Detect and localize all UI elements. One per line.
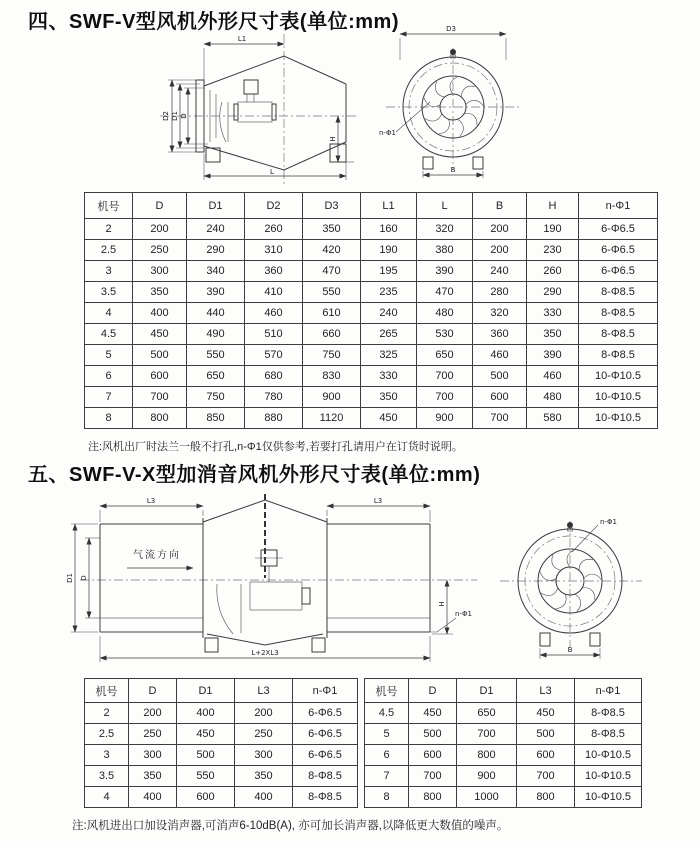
table-cell: 460	[245, 303, 303, 324]
dim-label-d: D	[180, 113, 188, 119]
column-header: D3	[303, 193, 361, 219]
table-header-row	[365, 679, 642, 703]
table-cell: 490	[187, 324, 245, 345]
table-cell: 350	[361, 387, 417, 408]
table-cell: 360	[473, 324, 527, 345]
table-cell: 700	[409, 766, 457, 787]
table-cell: 8-Φ8.5	[293, 766, 358, 787]
table-row	[85, 345, 658, 366]
dim-total-length	[100, 636, 430, 662]
centerlines	[80, 494, 477, 580]
column-header: L1	[361, 193, 417, 219]
column-header: L3	[235, 679, 293, 703]
section5-side-view-drawing	[65, 492, 485, 675]
table-cell: 300	[129, 745, 177, 766]
airflow-direction	[127, 548, 193, 568]
table-cell: 8-Φ8.5	[579, 282, 658, 303]
table-cell: 260	[245, 219, 303, 240]
table-cell: 8	[365, 787, 409, 808]
table-row	[85, 324, 658, 345]
table-row	[85, 724, 358, 745]
table-row	[365, 745, 642, 766]
table-cell: 8-Φ8.5	[293, 787, 358, 808]
table-cell: 3.5	[85, 282, 133, 303]
table-cell: 200	[473, 240, 527, 261]
centerlines	[500, 521, 642, 647]
column-header: L3	[517, 679, 575, 703]
table-cell: 2	[85, 219, 133, 240]
table-cell: 4.5	[85, 324, 133, 345]
dim-label-l: L	[270, 168, 274, 176]
table-cell: 10-Φ10.5	[575, 766, 642, 787]
column-header: L	[417, 193, 473, 219]
table-cell: 390	[527, 345, 579, 366]
table-cell: 280	[473, 282, 527, 303]
table-cell: 440	[187, 303, 245, 324]
table-cell: 350	[527, 324, 579, 345]
table-cell: 330	[361, 366, 417, 387]
table-cell: 750	[187, 387, 245, 408]
motor	[234, 102, 276, 122]
table-cell: 850	[187, 408, 245, 429]
table-cell: 350	[303, 219, 361, 240]
table-cell: 320	[417, 219, 473, 240]
table-cell: 800	[517, 787, 575, 808]
dim-l3-left	[100, 497, 203, 522]
dim-l3-right	[327, 497, 430, 522]
table-cell: 10-Φ10.5	[579, 387, 658, 408]
dim-label-total: L+2XL3	[251, 649, 279, 657]
table-cell: 8-Φ8.5	[579, 345, 658, 366]
dim-label-d1: D1	[66, 573, 74, 583]
table-cell: 10-Φ10.5	[579, 366, 658, 387]
motor	[250, 582, 310, 610]
dim-label-h: H	[329, 136, 337, 142]
table-cell: 470	[417, 282, 473, 303]
column-header: 机号	[85, 679, 129, 703]
table-cell: 750	[303, 345, 361, 366]
table-row	[365, 787, 642, 808]
column-header: n-Φ1	[579, 193, 658, 219]
table-cell: 2	[85, 703, 129, 724]
table-cell: 650	[457, 703, 517, 724]
table-cell: 1120	[303, 408, 361, 429]
table-cell: 320	[473, 303, 527, 324]
table-cell: 4.5	[365, 703, 409, 724]
table-cell: 8	[85, 408, 133, 429]
table-row	[365, 724, 642, 745]
table-cell: 480	[527, 387, 579, 408]
table-cell: 235	[361, 282, 417, 303]
table-cell: 600	[517, 745, 575, 766]
table-cell: 3.5	[85, 766, 129, 787]
table-cell: 650	[417, 345, 473, 366]
table-cell: 350	[133, 282, 187, 303]
table-cell: 325	[361, 345, 417, 366]
dim-label-d2: D2	[162, 111, 170, 121]
section5-dimension-table-right	[364, 678, 642, 808]
table-cell: 260	[527, 261, 579, 282]
dim-label-b: B	[450, 166, 456, 174]
table-cell: 610	[303, 303, 361, 324]
table-cell: 240	[361, 303, 417, 324]
table-cell: 290	[187, 240, 245, 261]
table-cell: 195	[361, 261, 417, 282]
bolt-hole-label: n-Φ1	[455, 610, 472, 618]
dim-label-d3: D3	[446, 25, 456, 33]
table-cell: 460	[473, 345, 527, 366]
table-cell: 880	[245, 408, 303, 429]
left-silencer-tube	[100, 524, 203, 632]
table-cell: 450	[177, 724, 235, 745]
table-cell: 6-Φ6.5	[579, 240, 658, 261]
table-cell: 580	[527, 408, 579, 429]
table-cell: 290	[527, 282, 579, 303]
table-cell: 660	[303, 324, 361, 345]
dim-l1	[204, 35, 284, 80]
table-cell: 3	[85, 261, 133, 282]
table-cell: 460	[527, 366, 579, 387]
table-cell: 8-Φ8.5	[579, 324, 658, 345]
table-row	[85, 408, 658, 429]
dim-d1-d	[66, 524, 100, 632]
table-row	[365, 703, 642, 724]
table-cell: 240	[473, 261, 527, 282]
centerlines	[160, 34, 356, 186]
column-header: D1	[457, 679, 517, 703]
table-cell: 380	[417, 240, 473, 261]
table-cell: 200	[235, 703, 293, 724]
table-cell: 450	[517, 703, 575, 724]
table-cell: 5	[365, 724, 409, 745]
centerlines	[386, 48, 520, 170]
table-cell: 240	[187, 219, 245, 240]
column-header: D1	[187, 193, 245, 219]
table-cell: 700	[417, 387, 473, 408]
table-cell: 300	[235, 745, 293, 766]
table-cell: 200	[473, 219, 527, 240]
table-cell: 200	[133, 219, 187, 240]
table-cell: 550	[177, 766, 235, 787]
table-cell: 360	[245, 261, 303, 282]
table-cell: 800	[409, 787, 457, 808]
table-cell: 400	[129, 787, 177, 808]
table-cell: 390	[187, 282, 245, 303]
table-cell: 250	[235, 724, 293, 745]
table-cell: 3	[85, 745, 129, 766]
table-cell: 350	[235, 766, 293, 787]
table-cell: 6-Φ6.5	[293, 703, 358, 724]
table-cell: 780	[245, 387, 303, 408]
section4-side-view-drawing	[150, 30, 362, 195]
dim-b	[540, 646, 600, 659]
table-cell: 700	[417, 366, 473, 387]
table-row	[85, 219, 658, 240]
table-cell: 230	[527, 240, 579, 261]
table-cell: 680	[245, 366, 303, 387]
table-cell: 420	[303, 240, 361, 261]
dim-label-b: B	[567, 646, 573, 654]
table-cell: 900	[303, 387, 361, 408]
table-cell: 830	[303, 366, 361, 387]
table-cell: 350	[129, 766, 177, 787]
dim-label-l3-left: L3	[146, 497, 156, 505]
table-cell: 800	[133, 408, 187, 429]
table-cell: 10-Φ10.5	[575, 745, 642, 766]
section4-dimension-table	[84, 192, 658, 429]
dim-h	[432, 580, 453, 634]
bolt-hole-callout	[430, 610, 472, 632]
table-cell: 10-Φ10.5	[575, 787, 642, 808]
table-cell: 600	[177, 787, 235, 808]
table-cell: 160	[361, 219, 417, 240]
table-cell: 570	[245, 345, 303, 366]
table-header-row	[85, 679, 358, 703]
table-cell: 190	[527, 219, 579, 240]
table-row	[85, 366, 658, 387]
table-row	[85, 703, 358, 724]
airflow-label: 气流方向	[133, 550, 181, 561]
table-cell: 900	[457, 766, 517, 787]
table-cell: 500	[473, 366, 527, 387]
table-cell: 700	[457, 724, 517, 745]
table-row	[85, 745, 358, 766]
table-cell: 480	[417, 303, 473, 324]
table-cell: 470	[303, 261, 361, 282]
column-header: 机号	[365, 679, 409, 703]
dim-label-d: D	[80, 575, 88, 581]
table-cell: 6-Φ6.5	[293, 745, 358, 766]
column-header: D2	[245, 193, 303, 219]
column-header: 机号	[85, 193, 133, 219]
table-cell: 310	[245, 240, 303, 261]
table-cell: 390	[417, 261, 473, 282]
table-cell: 6	[365, 745, 409, 766]
table-cell: 450	[361, 408, 417, 429]
column-header: B	[473, 193, 527, 219]
section4-note: 注:风机出厂时法兰一般不打孔,n-Φ1仅供参考,若要打孔请用户在订货时说明。	[88, 441, 463, 453]
table-cell: 10-Φ10.5	[579, 408, 658, 429]
table-row	[85, 303, 658, 324]
section5-dimension-table-left	[84, 678, 358, 808]
table-cell: 190	[361, 240, 417, 261]
table-cell: 250	[133, 240, 187, 261]
table-cell: 400	[133, 303, 187, 324]
table-cell: 650	[187, 366, 245, 387]
dim-label-l3-right: L3	[373, 497, 383, 505]
column-header: D	[133, 193, 187, 219]
terminal-box	[244, 80, 258, 102]
terminal-box	[255, 550, 283, 582]
table-cell: 200	[129, 703, 177, 724]
table-cell: 800	[457, 745, 517, 766]
fan-casing	[196, 56, 346, 170]
column-header: n-Φ1	[293, 679, 358, 703]
table-cell: 600	[473, 387, 527, 408]
table-cell: 700	[473, 408, 527, 429]
bolt-hole-label: n-Φ1	[379, 129, 396, 137]
table-row	[85, 766, 358, 787]
table-cell: 700	[133, 387, 187, 408]
column-header: H	[527, 193, 579, 219]
table-cell: 4	[85, 787, 129, 808]
table-row	[85, 240, 658, 261]
table-cell: 600	[133, 366, 187, 387]
dim-label-h: H	[438, 601, 446, 607]
dim-h	[329, 116, 354, 162]
column-header: D	[409, 679, 457, 703]
section5-title: 五、SWF-V-X型加消音风机外形尺寸表(单位:mm)	[28, 464, 481, 486]
table-cell: 6-Φ6.5	[579, 219, 658, 240]
table-cell: 500	[177, 745, 235, 766]
table-cell: 8-Φ8.5	[575, 724, 642, 745]
section5-note: 注:风机进出口加设消声器,可消声6-10dB(A), 亦可加长消声器,以降低更大数值的噪声。	[72, 820, 509, 832]
table-cell: 410	[245, 282, 303, 303]
table-row	[85, 261, 658, 282]
table-cell: 550	[303, 282, 361, 303]
table-cell: 400	[177, 703, 235, 724]
table-cell: 510	[245, 324, 303, 345]
bolt-hole-label: n-Φ1	[600, 518, 617, 526]
right-silencer-tube	[327, 524, 430, 632]
table-header-row	[85, 193, 658, 219]
table-row	[85, 282, 658, 303]
column-header: D1	[177, 679, 235, 703]
table-cell: 8-Φ8.5	[579, 303, 658, 324]
dim-b	[423, 166, 483, 178]
table-cell: 900	[417, 408, 473, 429]
table-cell: 600	[409, 745, 457, 766]
table-row	[85, 787, 358, 808]
section5-front-view-drawing	[492, 497, 657, 672]
table-cell: 450	[133, 324, 187, 345]
table-cell: 340	[187, 261, 245, 282]
dim-label-d1: D1	[171, 111, 179, 121]
table-cell: 700	[517, 766, 575, 787]
table-row	[365, 766, 642, 787]
table-cell: 6-Φ6.5	[579, 261, 658, 282]
table-cell: 500	[409, 724, 457, 745]
column-header: n-Φ1	[575, 679, 642, 703]
table-cell: 5	[85, 345, 133, 366]
table-cell: 400	[235, 787, 293, 808]
table-cell: 450	[409, 703, 457, 724]
section4-front-view-drawing	[378, 22, 543, 189]
table-cell: 500	[517, 724, 575, 745]
table-cell: 2.5	[85, 724, 129, 745]
table-cell: 7	[365, 766, 409, 787]
table-cell: 8-Φ8.5	[575, 703, 642, 724]
table-cell: 6	[85, 366, 133, 387]
dim-label-l1: L1	[237, 35, 247, 43]
table-cell: 1000	[457, 787, 517, 808]
table-cell: 4	[85, 303, 133, 324]
table-cell: 330	[527, 303, 579, 324]
table-cell: 530	[417, 324, 473, 345]
table-row	[85, 387, 658, 408]
table-cell: 550	[187, 345, 245, 366]
table-cell: 265	[361, 324, 417, 345]
table-cell: 300	[133, 261, 187, 282]
table-cell: 7	[85, 387, 133, 408]
column-header: D	[129, 679, 177, 703]
table-cell: 6-Φ6.5	[293, 724, 358, 745]
table-cell: 2.5	[85, 240, 133, 261]
table-cell: 500	[133, 345, 187, 366]
section4-title: 四、SWF-V型风机外形尺寸表(单位:mm)	[28, 11, 399, 33]
table-cell: 250	[129, 724, 177, 745]
